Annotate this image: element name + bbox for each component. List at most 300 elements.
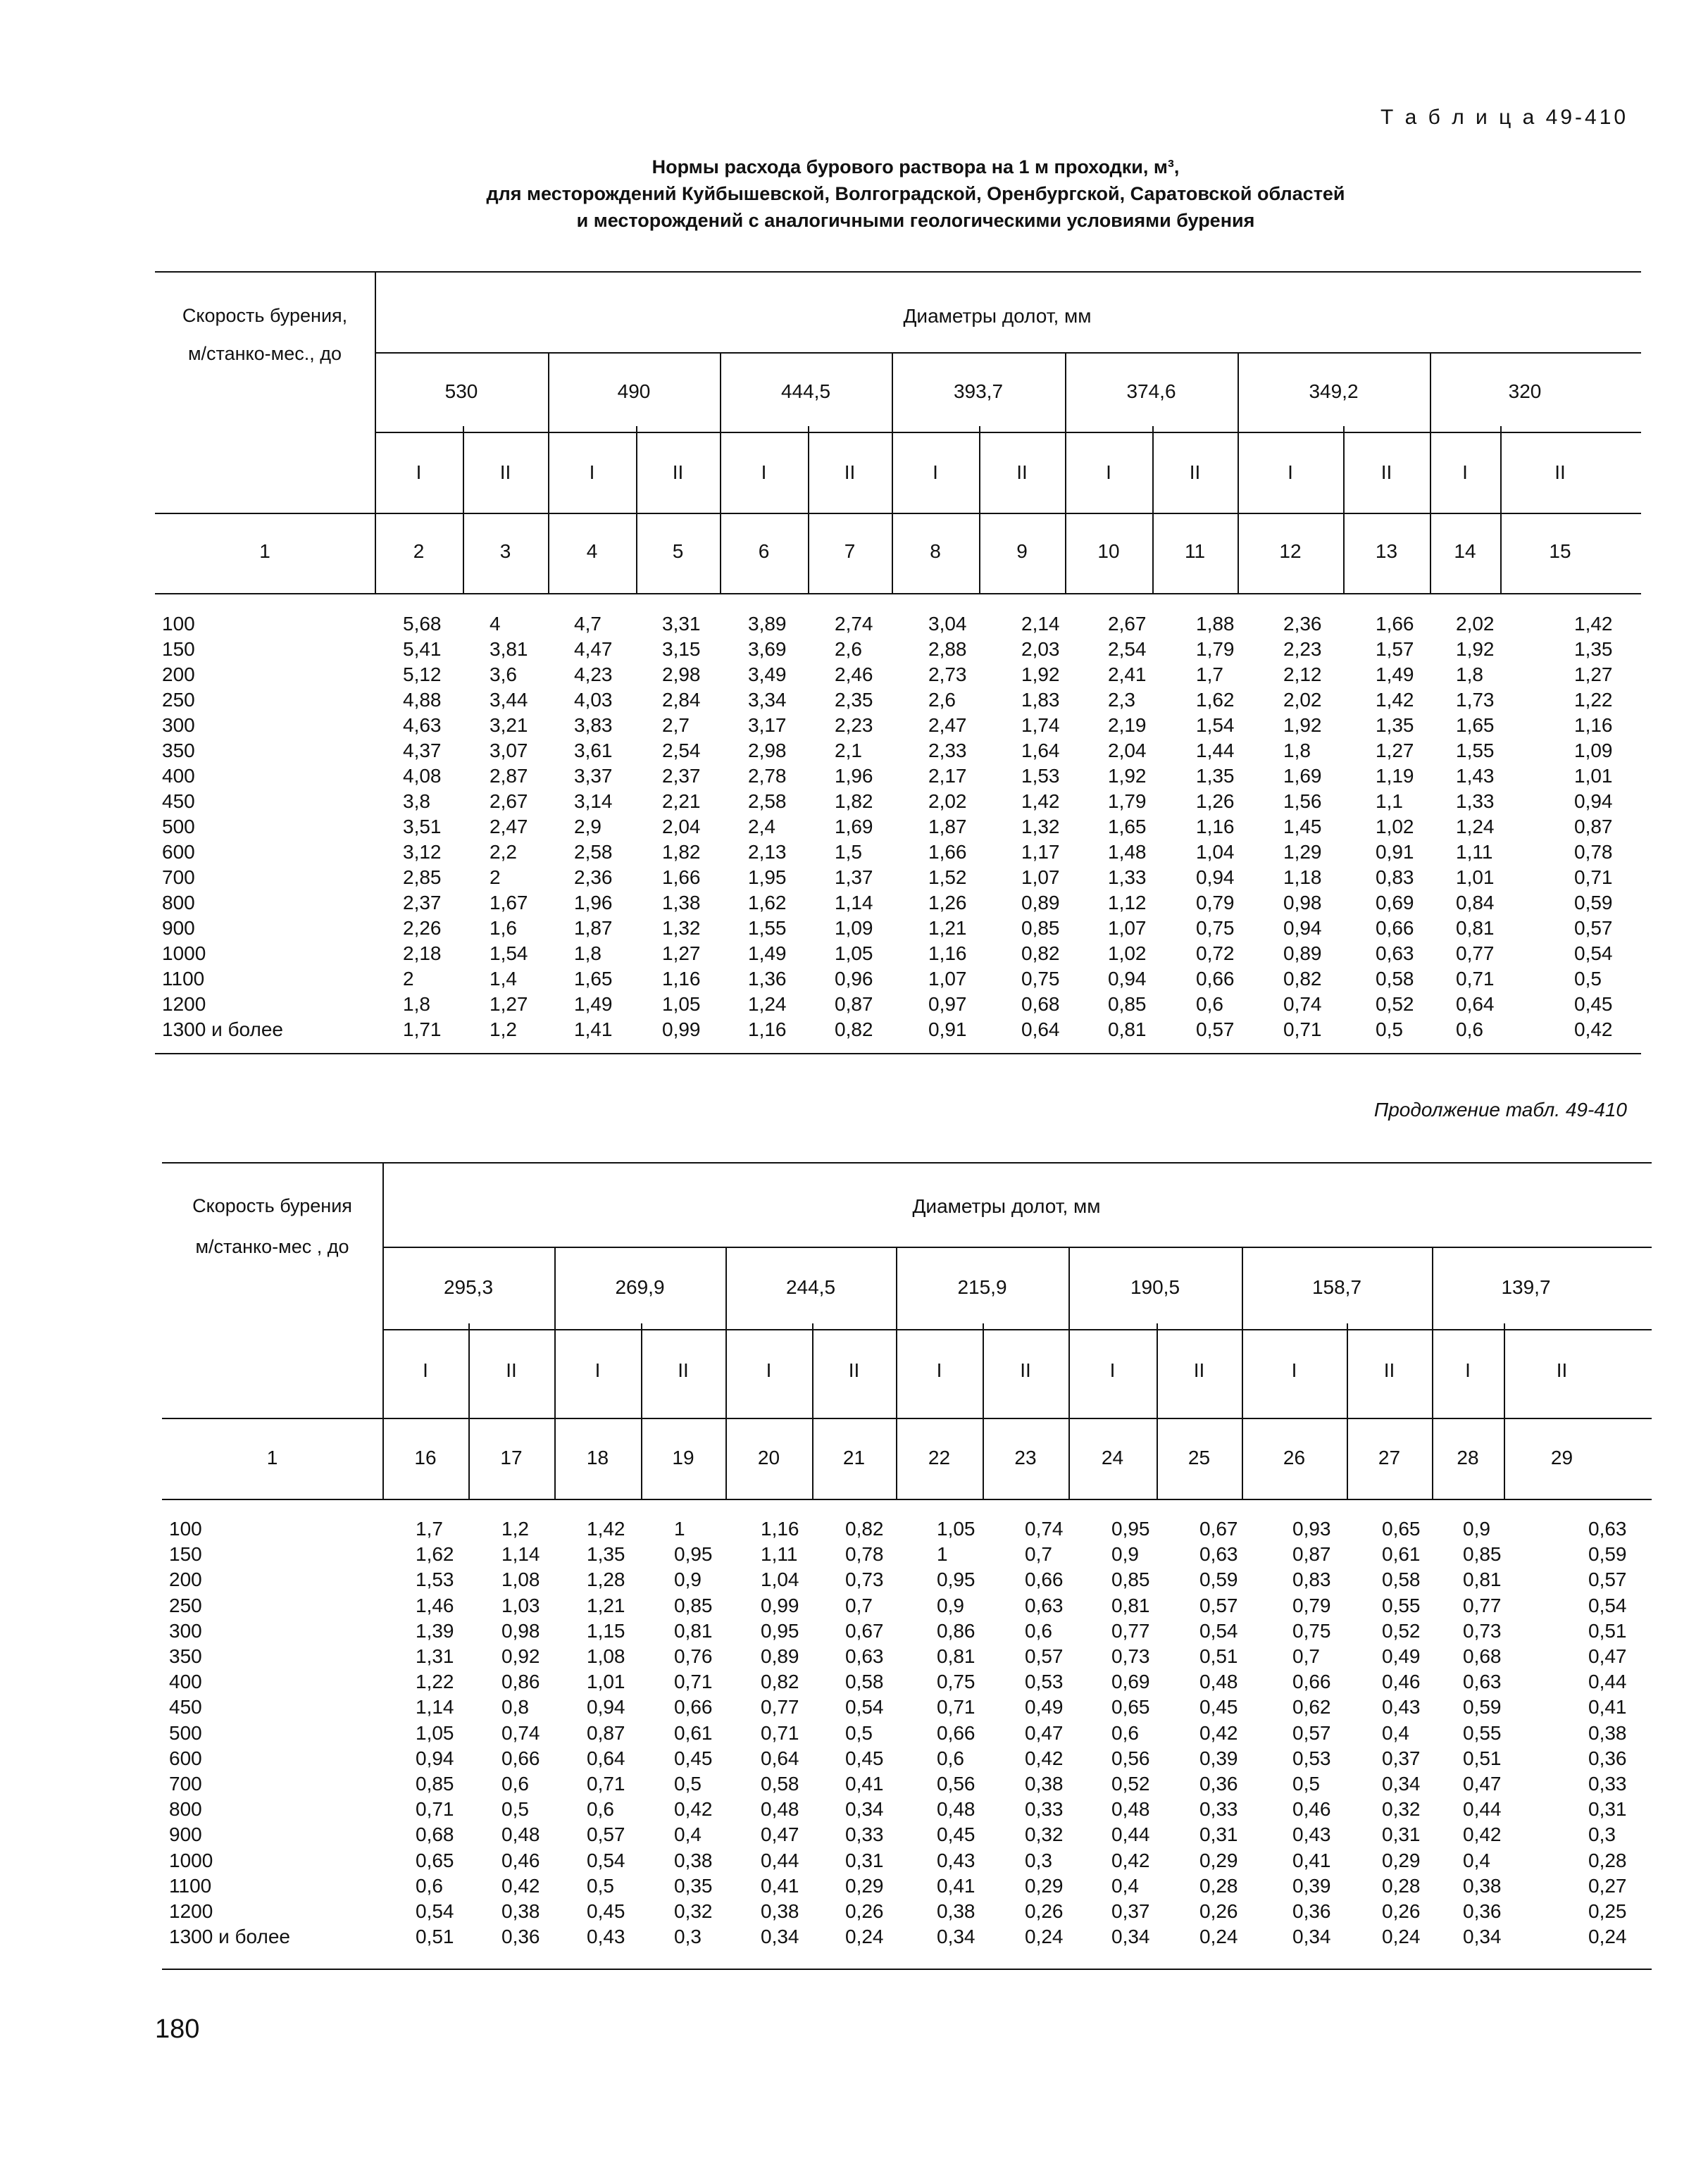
norm-value: 2,26 — [403, 917, 442, 939]
column-number: 9 — [1016, 540, 1028, 562]
norm-value: 1,49 — [748, 942, 787, 964]
norm-value: 0,73 — [1463, 1619, 1502, 1642]
norm-value: 2,33 — [928, 740, 967, 761]
speed-value: 600 — [169, 1747, 202, 1769]
norm-value: 1,33 — [1456, 790, 1495, 812]
norm-value: 0,52 — [1382, 1619, 1421, 1642]
diameter-rule — [382, 1247, 1652, 1248]
column-number: 27 — [1378, 1447, 1401, 1468]
norm-value: 0,71 — [1574, 866, 1613, 888]
norm-value: 0,38 — [1588, 1721, 1627, 1744]
norm-value: 2,36 — [574, 866, 613, 888]
subcol-divider — [468, 1323, 470, 1499]
norm-value: 0,51 — [416, 1926, 454, 1948]
norm-value: 1,26 — [928, 892, 967, 913]
norm-value: 2,54 — [1108, 638, 1147, 660]
norm-value: 2,37 — [662, 765, 701, 787]
norm-value: 0,66 — [1025, 1568, 1064, 1591]
norm-value: 2,13 — [748, 841, 787, 863]
norm-value: 0,83 — [1376, 866, 1414, 888]
table-row — [0, 638, 1708, 663]
speed-value: 1200 — [162, 993, 206, 1015]
norm-value: 2,67 — [1108, 613, 1147, 635]
norm-value: 0,95 — [1111, 1518, 1150, 1540]
norm-value: 1,95 — [748, 866, 787, 888]
norm-value: 1,38 — [662, 892, 701, 913]
norm-value: 0,7 — [1292, 1645, 1320, 1667]
norm-value: 1,24 — [748, 993, 787, 1015]
speed-value: 100 — [162, 613, 195, 635]
norm-value: 0,71 — [587, 1773, 625, 1795]
norm-value: 0,28 — [1382, 1874, 1421, 1897]
norm-value: 0,71 — [1456, 968, 1495, 990]
norm-value: 1,16 — [748, 1018, 787, 1040]
norm-value: 0,63 — [1199, 1543, 1238, 1566]
norm-value: 0,38 — [761, 1900, 799, 1922]
norm-value: 0,56 — [1111, 1747, 1150, 1769]
norm-value: 0,51 — [1588, 1619, 1627, 1642]
speed-value: 150 — [169, 1543, 202, 1566]
norm-value: 1,7 — [416, 1518, 443, 1540]
norm-value: 0,45 — [937, 1823, 975, 1846]
norm-value: 0,72 — [1196, 942, 1235, 964]
norm-value: 0,26 — [1025, 1900, 1064, 1922]
norm-value: 0,77 — [761, 1696, 799, 1719]
norm-value: 0,5 — [1574, 968, 1602, 990]
norm-value: 2,19 — [1108, 714, 1147, 736]
diameters-header: Диаметры долот, мм — [903, 305, 1092, 327]
norm-value: 1,79 — [1108, 790, 1147, 812]
column-number: 24 — [1101, 1447, 1124, 1468]
column-number: 16 — [414, 1447, 437, 1468]
norm-value: 1,03 — [501, 1594, 540, 1616]
norm-value: 1,52 — [928, 866, 967, 888]
subcol-label: I — [933, 461, 938, 483]
colnum-rule — [162, 1418, 1652, 1419]
norm-value: 2,84 — [662, 689, 701, 711]
norm-value: 0,37 — [1382, 1747, 1421, 1769]
table-row — [0, 1798, 1708, 1823]
norm-value: 2,6 — [835, 638, 862, 660]
norm-value: 1,43 — [1456, 765, 1495, 787]
norm-value: 0,95 — [674, 1543, 713, 1566]
norm-value: 1,4 — [490, 968, 517, 990]
subcol-label: II — [678, 1359, 689, 1381]
norm-value: 0,26 — [845, 1900, 884, 1922]
norm-value: 0,85 — [674, 1594, 713, 1616]
norm-value: 0,45 — [1574, 993, 1613, 1015]
norm-value: 1,62 — [748, 892, 787, 913]
norm-value: 0,94 — [1108, 968, 1147, 990]
subcol-label: II — [506, 1359, 517, 1381]
speed-value: 400 — [162, 765, 195, 787]
subcol-divider — [979, 426, 980, 593]
norm-value: 0,47 — [1025, 1721, 1064, 1744]
speed-header-line-1: Скорость бурения, — [182, 305, 348, 326]
norm-value: 0,51 — [1463, 1747, 1502, 1769]
column-number: 12 — [1279, 540, 1302, 562]
norm-value: 0,6 — [1196, 993, 1223, 1015]
norm-value: 0,5 — [1292, 1773, 1320, 1795]
norm-value: 2,12 — [1283, 663, 1322, 685]
speed-value: 150 — [162, 638, 195, 660]
norm-value: 1,42 — [1021, 790, 1060, 812]
subcol-divider — [641, 1323, 642, 1499]
norm-value: 0,58 — [1382, 1568, 1421, 1591]
norm-value: 0,48 — [1111, 1798, 1150, 1821]
table-row — [0, 1620, 1708, 1645]
norm-value: 0,3 — [1025, 1849, 1052, 1871]
norm-value: 0,78 — [1574, 841, 1613, 863]
norm-value: 3,89 — [748, 613, 787, 635]
norm-value: 2,67 — [490, 790, 528, 812]
norm-value: 0,34 — [1463, 1926, 1502, 1948]
norm-value: 1 — [937, 1543, 948, 1566]
column-number: 5 — [672, 540, 684, 562]
subcol-label: I — [1291, 1359, 1297, 1381]
norm-value: 0,34 — [761, 1926, 799, 1948]
subcol-rule — [382, 1329, 1652, 1330]
norm-value: 0,57 — [1025, 1645, 1064, 1667]
norm-value: 2,37 — [403, 892, 442, 913]
norm-value: 0,36 — [1199, 1773, 1238, 1795]
norm-value: 0,83 — [1292, 1568, 1331, 1591]
norm-value: 1,05 — [835, 942, 873, 964]
norm-value: 1,57 — [1376, 638, 1414, 660]
norm-value: 2,85 — [403, 866, 442, 888]
norm-value: 0,78 — [845, 1543, 884, 1566]
norm-value: 1,48 — [1108, 841, 1147, 863]
norm-value: 0,54 — [1574, 942, 1613, 964]
norm-value: 4,7 — [574, 613, 601, 635]
norm-value: 0,36 — [1588, 1747, 1627, 1769]
diameters-header: Диаметры долот, мм — [912, 1195, 1101, 1217]
norm-value: 0,66 — [501, 1747, 540, 1769]
subcol-label: II — [1556, 1359, 1568, 1381]
norm-value: 0,34 — [1382, 1773, 1421, 1795]
norm-value: 1,2 — [501, 1518, 529, 1540]
speed-value: 1000 — [162, 942, 206, 964]
norm-value: 0,66 — [1292, 1671, 1331, 1693]
norm-value: 0,81 — [1463, 1568, 1502, 1591]
norm-value: 0,34 — [1292, 1926, 1331, 1948]
norm-value: 0,5 — [501, 1798, 529, 1821]
norm-value: 0,39 — [1199, 1747, 1238, 1769]
norm-value: 1,41 — [574, 1018, 613, 1040]
norm-value: 3,81 — [490, 638, 528, 660]
column-number: 23 — [1014, 1447, 1037, 1468]
norm-value: 1,01 — [1574, 765, 1613, 787]
norm-value: 0,57 — [1196, 1018, 1235, 1040]
norm-value: 0,4 — [1463, 1849, 1490, 1871]
norm-value: 0,86 — [937, 1619, 975, 1642]
subcol-label: II — [1189, 461, 1201, 483]
norm-value: 0,81 — [937, 1645, 975, 1667]
norm-value: 0,43 — [1292, 1823, 1331, 1846]
norm-value: 0,67 — [1199, 1518, 1238, 1540]
norm-value: 0,59 — [1588, 1543, 1627, 1566]
speed-value: 450 — [162, 790, 195, 812]
norm-value: 1,07 — [1108, 917, 1147, 939]
norm-value: 0,6 — [416, 1874, 443, 1897]
norm-value: 0,42 — [1574, 1018, 1613, 1040]
column-number: 10 — [1097, 540, 1120, 562]
norm-value: 1,44 — [1196, 740, 1235, 761]
norm-value: 0,85 — [1463, 1543, 1502, 1566]
norm-value: 2,23 — [835, 714, 873, 736]
norm-value: 0,63 — [1025, 1594, 1064, 1616]
norm-value: 1,37 — [835, 866, 873, 888]
norm-value: 0,82 — [845, 1518, 884, 1540]
table-row — [0, 689, 1708, 714]
norm-value: 0,63 — [845, 1645, 884, 1667]
norm-value: 1,35 — [587, 1543, 625, 1566]
norm-value: 0,54 — [1199, 1619, 1238, 1642]
norm-value: 0,36 — [1292, 1900, 1331, 1922]
norm-value: 1,31 — [416, 1645, 454, 1667]
norm-value: 0,53 — [1025, 1671, 1064, 1693]
norm-value: 1,53 — [1021, 765, 1060, 787]
norm-value: 0,41 — [761, 1874, 799, 1897]
norm-value: 0,6 — [1111, 1721, 1139, 1744]
diameter-label: 530 — [444, 380, 478, 402]
norm-value: 0,38 — [937, 1900, 975, 1922]
norm-value: 1,27 — [1574, 663, 1613, 685]
norm-value: 0,43 — [1382, 1696, 1421, 1719]
norm-value: 0,85 — [1111, 1568, 1150, 1591]
norm-value: 0,61 — [1382, 1543, 1421, 1566]
norm-value: 0,93 — [1292, 1518, 1331, 1540]
norm-value: 0,45 — [674, 1747, 713, 1769]
norm-value: 1,7 — [1196, 663, 1223, 685]
table-number: Т а б л и ц а 49-410 — [1380, 106, 1629, 129]
table-row — [0, 1875, 1708, 1900]
norm-value: 2,9 — [574, 816, 601, 837]
norm-value: 4 — [490, 613, 501, 635]
table-row — [0, 993, 1708, 1018]
subcol-divider — [1504, 1323, 1505, 1499]
subcol-label: II — [1380, 461, 1392, 483]
norm-value: 0,77 — [1463, 1594, 1502, 1616]
table-row — [0, 663, 1708, 689]
norm-value: 0,58 — [761, 1773, 799, 1795]
norm-value: 1,36 — [748, 968, 787, 990]
norm-value: 1,64 — [1021, 740, 1060, 761]
norm-value: 1,69 — [1283, 765, 1322, 787]
norm-value: 0,34 — [937, 1926, 975, 1948]
norm-value: 0,8 — [501, 1696, 529, 1719]
norm-value: 0,98 — [501, 1619, 540, 1642]
subcol-label: I — [594, 1359, 601, 1381]
norm-value: 1,8 — [1456, 663, 1483, 685]
norm-value: 0,64 — [587, 1747, 625, 1769]
norm-value: 1,92 — [1108, 765, 1147, 787]
norm-value: 1,69 — [835, 816, 873, 837]
norm-value: 3,04 — [928, 613, 967, 635]
table-row — [0, 1645, 1708, 1671]
column-number: 4 — [586, 540, 598, 562]
norm-value: 0,67 — [845, 1619, 884, 1642]
speed-value: 300 — [162, 714, 195, 736]
norm-value: 1,21 — [928, 917, 967, 939]
subcol-label: I — [423, 1359, 428, 1381]
column-number: 2 — [413, 540, 425, 562]
speed-value: 200 — [169, 1568, 202, 1591]
column-number: 14 — [1454, 540, 1476, 562]
norm-value: 2,98 — [662, 663, 701, 685]
norm-value: 0,63 — [1463, 1671, 1502, 1693]
table-row — [0, 1823, 1708, 1849]
norm-value: 1,92 — [1021, 663, 1060, 685]
table-row — [0, 942, 1708, 968]
subcol-label: I — [1109, 1359, 1116, 1381]
norm-value: 0,99 — [761, 1594, 799, 1616]
norm-value: 0,47 — [761, 1823, 799, 1846]
subcol-label: I — [1288, 461, 1293, 483]
norm-value: 0,74 — [1283, 993, 1322, 1015]
norm-value: 0,59 — [1574, 892, 1613, 913]
norm-value: 1,65 — [1108, 816, 1147, 837]
table-top-rule — [162, 1162, 1652, 1164]
norm-value: 0,94 — [416, 1747, 454, 1769]
norm-value: 0,31 — [845, 1849, 884, 1871]
speed-value: 1000 — [169, 1849, 213, 1871]
norm-value: 1,24 — [1456, 816, 1495, 837]
norm-value: 0,58 — [845, 1671, 884, 1693]
norm-value: 3,31 — [662, 613, 701, 635]
table-row — [0, 1696, 1708, 1721]
norm-value: 1,09 — [1574, 740, 1613, 761]
norm-value: 0,65 — [1111, 1696, 1150, 1719]
norm-value: 0,24 — [1199, 1926, 1238, 1948]
norm-value: 2,03 — [1021, 638, 1060, 660]
norm-value: 4,88 — [403, 689, 442, 711]
norm-value: 0,27 — [1588, 1874, 1627, 1897]
norm-value: 5,12 — [403, 663, 442, 685]
norm-value: 1,18 — [1283, 866, 1322, 888]
speed-value: 1100 — [169, 1874, 212, 1897]
norm-value: 1 — [674, 1518, 685, 1540]
diameter-label: 269,9 — [615, 1276, 665, 1298]
norm-value: 1,96 — [835, 765, 873, 787]
norm-value: 0,9 — [674, 1568, 702, 1591]
norm-value: 0,57 — [1199, 1594, 1238, 1616]
norm-value: 0,32 — [674, 1900, 713, 1922]
norm-value: 0,71 — [937, 1696, 975, 1719]
norm-value: 3,12 — [403, 841, 442, 863]
column-number: 29 — [1550, 1447, 1573, 1468]
norm-value: 0,46 — [501, 1849, 540, 1871]
norm-value: 1,65 — [1456, 714, 1495, 736]
norm-value: 2,4 — [748, 816, 775, 837]
norm-value: 0,65 — [416, 1849, 454, 1871]
norm-value: 0,86 — [501, 1671, 540, 1693]
table-row — [0, 1568, 1708, 1594]
subcol-label: I — [1465, 1359, 1471, 1381]
norm-value: 2,47 — [928, 714, 967, 736]
norm-value: 2 — [403, 968, 414, 990]
norm-value: 0,96 — [835, 968, 873, 990]
speed-value: 450 — [169, 1696, 202, 1719]
norm-value: 1,26 — [1196, 790, 1235, 812]
table-row — [0, 1018, 1708, 1044]
norm-value: 0,89 — [1283, 942, 1322, 964]
norm-value: 1,8 — [574, 942, 601, 964]
norm-value: 1,35 — [1196, 765, 1235, 787]
norm-value: 0,33 — [1025, 1798, 1064, 1821]
norm-value: 0,24 — [1382, 1926, 1421, 1948]
subcol-label: I — [589, 461, 595, 483]
norm-value: 0,74 — [501, 1721, 540, 1744]
norm-value: 0,81 — [1108, 1018, 1147, 1040]
norm-value: 0,34 — [1111, 1926, 1150, 1948]
norm-value: 0,7 — [845, 1594, 873, 1616]
subcol-label: II — [844, 461, 856, 483]
header-bottom-rule — [162, 1499, 1652, 1500]
norm-value: 1,74 — [1021, 714, 1060, 736]
subcol-divider — [983, 1323, 984, 1499]
subcol-label: II — [1383, 1359, 1395, 1381]
norm-value: 0,6 — [587, 1798, 614, 1821]
norm-value: 1,27 — [1376, 740, 1414, 761]
norm-value: 1,92 — [1456, 638, 1495, 660]
norm-value: 0,38 — [674, 1849, 713, 1871]
speed-value: 1100 — [162, 968, 205, 990]
norm-value: 3,17 — [748, 714, 787, 736]
norm-value: 0,89 — [1021, 892, 1060, 913]
norm-value: 1,54 — [490, 942, 528, 964]
norm-value: 2,47 — [490, 816, 528, 837]
norm-value: 0,49 — [1025, 1696, 1064, 1719]
norm-value: 2,46 — [835, 663, 873, 685]
norm-value: 0,47 — [1588, 1645, 1627, 1667]
norm-value: 0,38 — [501, 1900, 540, 1922]
norm-value: 0,62 — [1292, 1696, 1331, 1719]
norm-value: 0,29 — [845, 1874, 884, 1897]
norm-value: 1,02 — [1108, 942, 1147, 964]
norm-value: 0,73 — [845, 1568, 884, 1591]
norm-value: 0,45 — [1199, 1696, 1238, 1719]
subcol-label: I — [761, 461, 767, 483]
norm-value: 0,79 — [1292, 1594, 1331, 1616]
norm-value: 2,7 — [662, 714, 690, 736]
norm-value: 1,27 — [662, 942, 701, 964]
norm-value: 0,42 — [1199, 1721, 1238, 1744]
norm-value: 1,16 — [662, 968, 701, 990]
norm-value: 2,36 — [1283, 613, 1322, 635]
norm-value: 1,28 — [587, 1568, 625, 1591]
norm-value: 1,01 — [587, 1671, 625, 1693]
norm-value: 3,6 — [490, 663, 517, 685]
diameter-label: 349,2 — [1309, 380, 1359, 402]
norm-value: 1,5 — [835, 841, 862, 863]
norm-value: 1,21 — [587, 1594, 625, 1616]
speed-value: 800 — [162, 892, 195, 913]
table-row — [0, 1773, 1708, 1798]
norm-value: 0,68 — [416, 1823, 454, 1846]
norm-value: 1,82 — [835, 790, 873, 812]
norm-value: 0,75 — [1196, 917, 1235, 939]
norm-value: 0,48 — [1199, 1671, 1238, 1693]
speed-value: 800 — [169, 1798, 202, 1821]
table-row — [0, 841, 1708, 866]
norm-value: 0,46 — [1292, 1798, 1331, 1821]
norm-value: 0,95 — [937, 1568, 975, 1591]
norm-value: 0,25 — [1588, 1900, 1627, 1922]
norm-value: 2,17 — [928, 765, 967, 787]
norm-value: 0,5 — [1376, 1018, 1403, 1040]
norm-value: 0,55 — [1382, 1594, 1421, 1616]
